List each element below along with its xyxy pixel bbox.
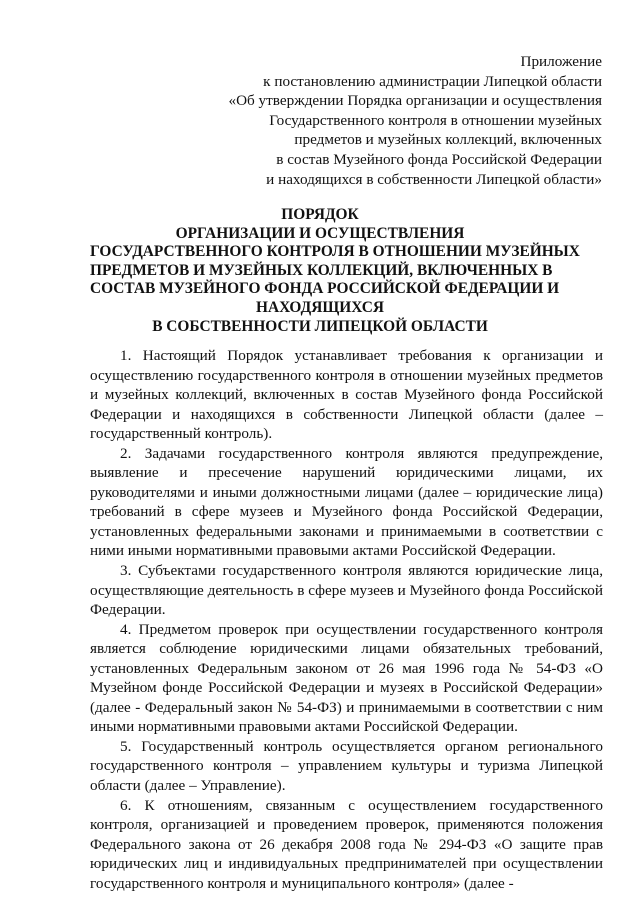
paragraph-5: 5. Государственный контроль осуществляется органом регионального государственного контроля – управлением культуры и туризма Липецкой области (далее – Управление). (90, 737, 603, 795)
appendix-line: и находящихся в собственности Липецкой области» (266, 170, 602, 188)
appendix-line: к постановлению администрации Липецкой области (263, 72, 602, 90)
title-line: ГОСУДАРСТВЕННОГО КОНТРОЛЯ В ОТНОШЕНИИ МУЗЕЙНЫХ (90, 243, 580, 261)
paragraph-4: 4. Предметом проверок при осуществлении государственного контроля является соблюдение юридическими лицами обязательных требований, установленных Федеральным законом от 26 мая 1996 года № 54-ФЗ «О Музейном фонде Российской Федерации и музеях в Российской Федерации» (далее - Федеральный закон № 54-ФЗ) и принимаемыми в соответствии с ним иными нормативными правовыми актами Российской Федерации. (90, 620, 603, 736)
appendix-line: в состав Музейного фонда Российской Федерации (276, 150, 602, 168)
document-body (90, 346, 603, 893)
appendix-line: предметов и музейных коллекций, включенных (294, 131, 602, 149)
title-line: ПОРЯДОК (281, 206, 359, 223)
appendix-line: Приложение (520, 53, 602, 70)
title-line: ОРГАНИЗАЦИИ И ОСУЩЕСТВЛЕНИЯ (175, 224, 465, 242)
paragraph-6: 6. К отношениям, связанным с осуществлением государственного контроля, организацией и проведением проверок, применяются положения Федерального закона от 26 декабря 2008 года № 294-ФЗ «О защите прав юридических лиц и индивидуальных предпринимателей при осуществлении государственного контроля и муниципального контроля» (далее - (90, 796, 603, 892)
appendix-line: Государственного контроля в отношении музейных (269, 111, 602, 129)
paragraph-3: 3. Субъектами государственного контроля являются юридические лица, осуществляющие деятельность в сфере музеев и Музейного фонда Российской Федерации. (90, 562, 603, 619)
title-line: СОСТАВ МУЗЕЙНОГО ФОНДА РОССИЙСКОЙ ФЕДЕРАЦИИ И (90, 280, 560, 298)
appendix-header (162, 52, 602, 189)
appendix-line: «Об утверждении Порядка организации и осуществления (228, 92, 602, 110)
paragraph-2: 2. Задачами государственного контроля являются предупреждение, выявление и пресечение нарушений юридическими лицами, их руководителями и иными должностными лицами (далее – юридические лица) требований в сфере музеев и Музейного фонда Российской Федерации, установленных федеральными законами и принимаемыми в соответствии с ними иными нормативными правовыми актами Российской Федерации. (90, 444, 603, 560)
title-line: В СОБСТВЕННОСТИ ЛИПЕЦКОЙ ОБЛАСТИ (152, 317, 488, 335)
title-line: НАХОДЯЩИХСЯ (256, 298, 384, 316)
paragraph-1: 1. Настоящий Порядок устанавливает требования к организации и осуществлению государственного контроля в отношении музейных предметов и музейных коллекций, включенных в состав Музейного фонда Российской Федерации и находящихся в собственности Липецкой области (далее – государственный контроль). (90, 347, 603, 443)
document-title (90, 206, 580, 336)
title-line: ПРЕДМЕТОВ И МУЗЕЙНЫХ КОЛЛЕКЦИЙ, ВКЛЮЧЕННЫХ В (90, 261, 553, 279)
